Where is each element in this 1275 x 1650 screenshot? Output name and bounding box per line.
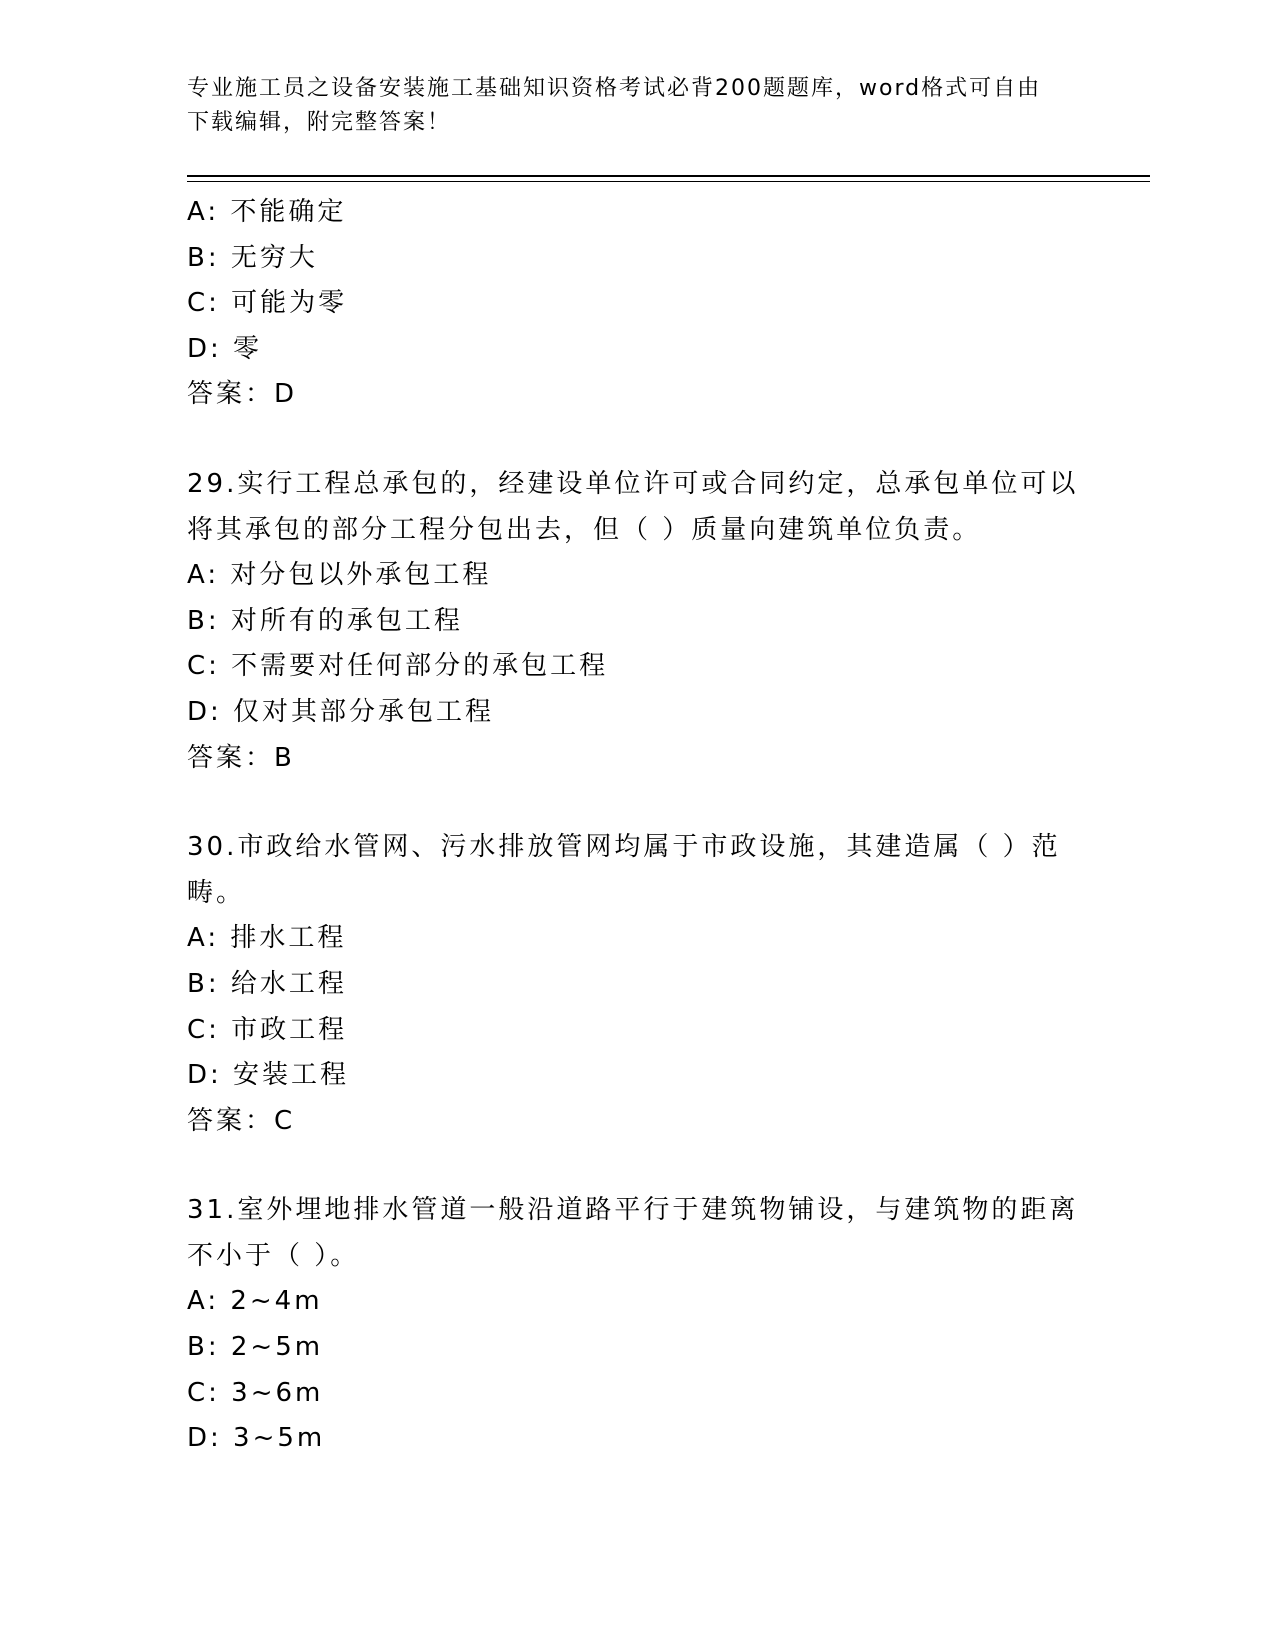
q30-answer: 答案：C	[187, 1105, 296, 1136]
q31-option-c: C: 3~6m	[187, 1377, 324, 1408]
q30-option-c: C: 市政工程	[187, 1014, 348, 1045]
q30-line-1: 30.市政给水管网、污水排放管网均属于市政设施，其建造属（ ）范	[187, 832, 1061, 863]
question-30-block	[187, 825, 1087, 1144]
q30-option-a: A: 排水工程	[187, 923, 347, 954]
q30-option-d: D: 安装工程	[187, 1060, 350, 1091]
q31-option-b: B: 2~5m	[187, 1332, 324, 1363]
question-29-block	[187, 462, 1087, 781]
q29-line-2: 将其承包的部分工程分包出去，但（ ）质量向建筑单位负责。	[187, 514, 982, 545]
q31-option-a: A: 2~4m	[187, 1286, 323, 1317]
q30-question-text	[187, 825, 1087, 916]
header-divider-thin	[187, 181, 1150, 182]
q28-option-b: B: 无穷大	[187, 242, 318, 273]
q29-answer: 答案：B	[187, 742, 295, 773]
question-28-block	[187, 190, 1087, 418]
q29-option-c: C: 不需要对任何部分的承包工程	[187, 651, 609, 682]
q28-option-a: A: 不能确定	[187, 197, 347, 227]
q28-option-c: C: 可能为零	[187, 288, 348, 319]
document-header	[187, 72, 1067, 140]
header-line-1: 专业施工员之设备安装施工基础知识资格考试必背200题题库，word格式可自由	[187, 76, 1042, 101]
q29-option-b: B: 对所有的承包工程	[187, 605, 463, 636]
q31-question-text	[187, 1188, 1087, 1279]
q29-option-a: A: 对分包以外承包工程	[187, 560, 492, 591]
header-divider-thick	[187, 175, 1150, 177]
q29-line-1: 29.实行工程总承包的，经建设单位许可或合同约定，总承包单位可以	[187, 468, 1079, 499]
q31-option-d: D: 3~5m	[187, 1423, 326, 1454]
q30-line-2: 畴。	[187, 877, 246, 908]
question-list	[187, 190, 1087, 1462]
q28-option-d: D: 零	[187, 333, 263, 364]
question-31-block	[187, 1188, 1087, 1462]
q28-answer: 答案：D	[187, 379, 298, 410]
q31-line-1: 31.室外埋地排水管道一般沿道路平行于建筑物铺设，与建筑物的距离	[187, 1195, 1079, 1226]
q31-line-2: 不小于（ ）。	[187, 1240, 360, 1271]
q29-question-text	[187, 462, 1087, 553]
q29-option-d: D: 仅对其部分承包工程	[187, 696, 495, 727]
header-line-2: 下载编辑，附完整答案！	[187, 110, 452, 135]
q30-option-b: B: 给水工程	[187, 968, 347, 999]
